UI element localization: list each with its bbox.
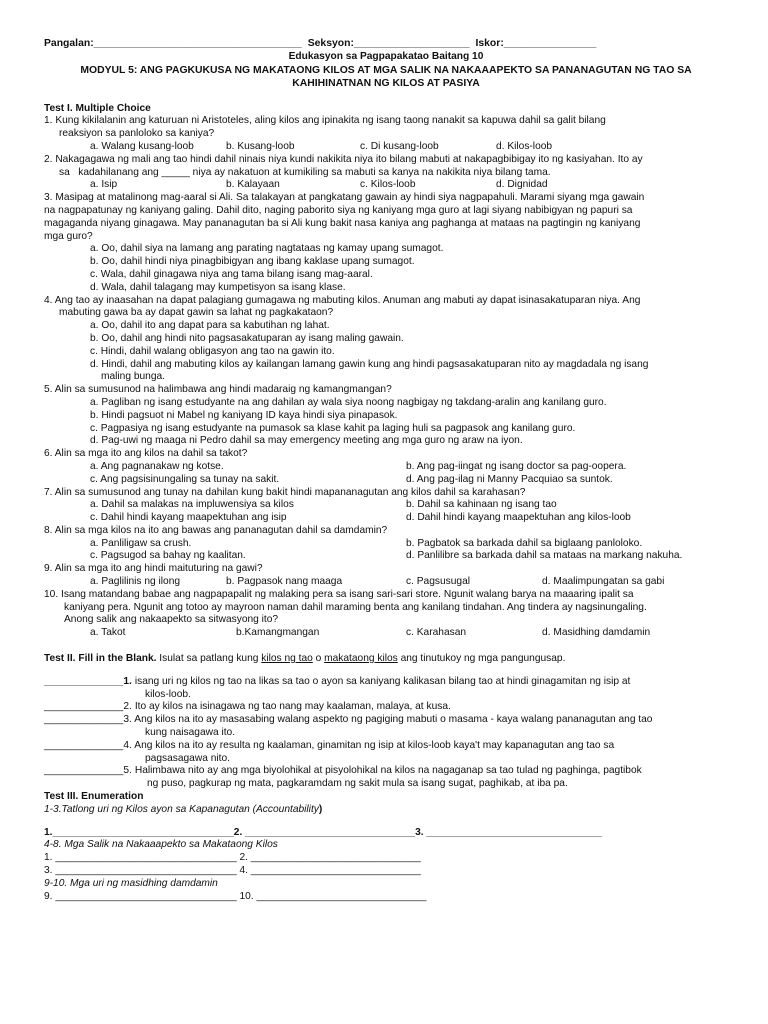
option-b[interactable]: b. Hindi pagsuot ni Mabel ng kaniyang ID kaya hindi siya pinapasok. [90, 409, 398, 421]
question-3-line-4: mga guro? [44, 230, 93, 242]
subject-title: Edukasyon sa Pagpapakatao Baitang 10 [288, 50, 484, 62]
question-6 [44, 448, 728, 486]
question-1-text-cont: reaksiyon sa panloloko sa kaniya? [59, 128, 215, 140]
question-1-options [44, 141, 728, 154]
answer-blank-2[interactable]: ______________2. [44, 701, 132, 713]
question-10-text-cont2: Anong salik ang nakaapekto sa sitwasyong ito? [64, 614, 279, 626]
option-a[interactable]: a. Walang kusang-loob [90, 140, 194, 152]
option-b[interactable]: b. Kalayaan [226, 179, 280, 191]
question-2-text: 2. Nakagagawa ng mali ang tao hindi dahil ninais niya kundi nakikita niya ito bilang mabuti at nakapagbibigay ito ng kasiyahan. Ito ay [44, 153, 643, 165]
option-a[interactable]: a. Panliligaw sa crush. [90, 537, 192, 549]
item-5-text: Halimbawa nito ay ang mga biyolohikal at pisyolohikal na kilos na nagaganap sa tao tulad ng paghinga, pagtibok [132, 765, 642, 777]
item-5-text-cont: ng puso, pagkurap ng mata, pagkaramdam ng sakit mula sa isang sugat, paghikab, at iba pa. [147, 778, 568, 790]
option-d[interactable]: d. Maalimpungatan sa gabi [542, 576, 665, 588]
enum-answers-3-4[interactable]: 3. ________________________________ 4. ______________________________ [44, 865, 421, 877]
question-3-line-2: na nagpapatunay ng kaniyang galing. Dahil dito, naging paborito siya ng kaniyang mga guro at lagi siyang nabibigyan ng papuri sa [44, 204, 633, 216]
enum-subheading-1-close: ) [318, 803, 323, 815]
option-a[interactable]: a. Pagliban ng isang estudyante na ang dahilan ay wala siya noong nagbigay ng takdang-aralin ang kanilang guro. [90, 396, 607, 408]
option-b[interactable]: b. Ang pag-iingat ng isang doctor sa pag-oopera. [406, 460, 627, 472]
term-kilos-ng-tao: kilos ng tao [261, 653, 313, 665]
option-d-line-2: maling bunga. [101, 371, 166, 383]
question-6-text: 6. Alin sa mga ito ang kilos na dahil sa takot? [44, 448, 248, 460]
question-7 [44, 487, 728, 525]
answer-blank-4[interactable]: ______________4. [44, 739, 132, 751]
question-5 [44, 384, 728, 448]
question-2-text-cont: sa kadahilanang ang _____ niya ay nakatuon at kumikiling sa mabuti sa kanya na nakikita niya bilang tama. [59, 166, 551, 178]
item-3-text-cont: kung naisagawa ito. [145, 727, 236, 739]
item-1-text-cont: kilos-loob. [145, 688, 191, 700]
name-field[interactable]: Pangalan:____________________________________ [44, 38, 302, 49]
option-a[interactable]: a. Ang pagnanakaw ng kotse. [90, 460, 224, 472]
test2-instr-part1: Isulat sa patlang kung [156, 653, 262, 665]
test1-title: Test I. Multiple Choice [44, 102, 151, 114]
option-a[interactable]: a. Dahil sa malakas na impluwensiya sa kilos [90, 499, 294, 511]
option-b[interactable]: b. Oo, dahil ang hindi nito pagsasakatuparan ay isang maling gawain. [90, 332, 404, 344]
question-2 [44, 154, 728, 192]
question-6-options [44, 461, 728, 487]
option-d[interactable]: d. Wala, dahil talagang may kumpetisyon sa isang klase. [90, 281, 346, 293]
enum-answers-9-10[interactable]: 9. ________________________________ 10. ______________________________ [44, 890, 427, 902]
option-c[interactable]: c. Kilos-loob [360, 179, 416, 191]
option-a[interactable]: a. Isip [90, 179, 118, 191]
option-c[interactable]: c. Wala, dahil ginagawa niya ang tama bilang isang mag-aaral. [90, 268, 373, 280]
option-c[interactable]: c. Pagpasiya ng isang estudyante na pumasok sa klase kahit pa laging huli sa pagpasok ang kanilang guro. [90, 422, 576, 434]
question-9 [44, 563, 728, 589]
test2-instr-part3: ang tinutukoy ng mga pangungusap. [397, 653, 566, 665]
module-title: MODYUL 5: ANG PAGKUKUSA NG MAKATAONG KILOS AT MGA SALIK NA NAKAAAPEKTO SA PANANAGUTAN NG TAO SA KAHIHINATNAN NG KILOS AT PASIYA [80, 64, 692, 89]
option-b[interactable]: b. Pagpasok nang maaga [226, 576, 343, 588]
fill-blank-item-1 [44, 676, 728, 702]
term-makataong-kilos: makataong kilos [324, 653, 398, 665]
option-b[interactable]: b. Dahil sa kahinaan ng isang tao [406, 499, 557, 511]
answer-blank-1[interactable]: ______________1. [44, 675, 132, 687]
item-3-text: Ang kilos na ito ay masasabing walang aspekto ng pagiging mabuti o masama - kaya walang pananagutan ang tao [132, 714, 653, 726]
option-c[interactable]: c. Ang pagsisinungaling sa tunay na sakit. [90, 473, 280, 485]
question-4-text-cont: mabuting gawa ba ay dapat gawin sa lahat ng pagkakataon? [59, 307, 334, 319]
option-d[interactable]: d. Panlilibre sa barkada dahil sa mataas na markang nakuha. [406, 550, 683, 562]
option-d[interactable]: d. Masidhing damdamin [542, 627, 651, 639]
question-9-text: 9. Alin sa mga ito ang hindi maituturing na gawi? [44, 563, 263, 575]
enum-subheading-1-text: 1-3.Tatlong uri ng Kilos ayon sa Kapanagutan (Accountability [44, 803, 319, 815]
option-c[interactable]: c. Dahil hindi kayang maapektuhan ang isip [90, 512, 287, 524]
option-d[interactable] [44, 359, 728, 385]
question-9-options [44, 576, 728, 589]
answer-blank-5[interactable]: ______________5. [44, 765, 132, 777]
question-1-text: 1. Kung kikilalanin ang katuruan ni Aristoteles, aling kilos ang ipinakita ng isang taong nanakit sa kapuwa dahil sa galit bilang [44, 115, 606, 127]
enum-subheading-3: 9-10. Mga uri ng masidhing damdamin [44, 877, 218, 889]
question-4-text: 4. Ang tao ay inaasahan na dapat palagiang gumagawa ng mabuting kilos. Anuman ang mabuti ay dapat isinasakatuparan niya. Ang [44, 294, 641, 306]
question-4 [44, 295, 728, 385]
question-3-line-3: magaganda niyang ginagawa. May pananagutan ba si Ali kung bakit nasa kaniya ang paghanga at mataas na pagtingin ng kaniyang [44, 217, 641, 229]
question-8 [44, 525, 728, 563]
question-10 [44, 589, 728, 640]
enum-subheading-1 [44, 804, 728, 817]
question-3 [44, 192, 728, 294]
question-3-line-1: 3. Masipag at matalinong mag-aaral si Ali. Sa talakayan at pangkatang gawain ay hindi siya nagpapahuli. Marami siyang mga gawain [44, 192, 645, 204]
header-fields [44, 38, 728, 51]
question-8-text: 8. Alin sa mga kilos na ito ang bawas ang pananagutan dahil sa damdamin? [44, 524, 388, 536]
question-10-text-cont: kaniyang pera. Ngunit ang totoo ay mayroon naman dahil maraming benta ang kanilang tindahan. Ang tindera ay nagsinungaling. [64, 601, 647, 613]
option-d[interactable]: d. Kilos-loob [496, 140, 553, 152]
option-b[interactable]: b. Oo, dahil hindi niya pinagbibigyan ang ibang kaklase upang sumagot. [90, 256, 415, 268]
item-2-text: Ito ay kilos na isinagawa ng tao nang may kaalaman, malaya, at kusa. [132, 701, 451, 713]
test2-instr-part2: o [312, 653, 325, 665]
option-d[interactable]: d. Pag-uwi ng maaga ni Pedro dahil sa may emergency meeting ang mga guro ng araw na iyon. [90, 435, 523, 447]
section-field[interactable]: Seksyon:____________________ [307, 38, 470, 49]
fill-blank-item-4 [44, 740, 728, 766]
test2-title: Test II. Fill in the Blank. [44, 653, 157, 665]
option-a[interactable]: a. Paglilinis ng ilong [90, 576, 181, 588]
option-c[interactable]: c. Pagsusugal [406, 576, 470, 588]
question-5-text: 5. Alin sa sumusunod na halimbawa ang hindi madaraig ng kamangmangan? [44, 384, 392, 396]
option-c[interactable]: c. Pagsugod sa bahay ng kaalitan. [90, 550, 246, 562]
fill-blank-item-2 [44, 701, 728, 714]
option-d[interactable]: d. Ang pag-ilag ni Manny Pacquiao sa suntok. [406, 473, 613, 485]
score-field[interactable]: Iskor:________________ [475, 38, 597, 49]
question-2-options [44, 179, 728, 192]
question-7-text: 7. Alin sa sumusunod ang tunay na dahilan kung bakit hindi mapananagutan ang kilos dahil sa karahasan? [44, 486, 526, 498]
question-1 [44, 115, 728, 153]
option-d[interactable]: d. Dignidad [496, 179, 548, 191]
option-d-line-1: d. Hindi, dahil ang mabuting kilos ay kailangan lamang gawin kung ang hindi pagsasakatuparan nito ay magdadala ng isang [90, 358, 649, 370]
enum-answers-1-2[interactable]: 1. ________________________________ 2. ______________________________ [44, 852, 421, 864]
option-b[interactable]: b.Kamangmangan [236, 627, 320, 639]
test2-instructions [44, 653, 728, 666]
option-c[interactable]: c. Karahasan [406, 627, 467, 639]
question-8-options [44, 538, 728, 564]
option-c[interactable]: c. Hindi, dahil walang obligasyon ang tao na gawin ito. [90, 345, 335, 357]
option-b[interactable]: b. Pagbatok sa barkada dahil sa biglaang panloloko. [406, 537, 643, 549]
option-a[interactable]: a. Oo, dahil ito ang dapat para sa kabutihan ng lahat. [90, 320, 330, 332]
test3-title: Test III. Enumeration [44, 791, 144, 803]
question-7-options [44, 499, 728, 525]
option-a[interactable]: a. Oo, dahil siya na lamang ang parating nagtataas ng kamay upang sumagot. [90, 243, 444, 255]
fill-blank-item-5 [44, 765, 728, 791]
enum-subheading-2: 4-8. Mga Salik na Nakaaapekto sa Makataong Kilos [44, 839, 278, 851]
fill-blank-item-3 [44, 714, 728, 740]
item-1-text: isang uri ng kilos ng tao na likas sa tao o ayon sa kaniyang kalikasan bilang tao at hindi ginagamitan ng isip at [132, 675, 631, 687]
option-c[interactable]: c. Di kusang-loob [360, 140, 439, 152]
option-a[interactable]: a. Takot [90, 627, 126, 639]
question-10-text: 10. Isang matandang babae ang nagpapapalit ng malaking pera sa isang sari-sari store. Ngunit walang barya na maaaring ipalit sa [44, 588, 634, 600]
question-10-options [44, 627, 728, 640]
item-4-text: Ang kilos na ito ay resulta ng kaalaman, ginamitan ng isip at kilos-loob kaya't may kapanagutan ang tao sa [132, 739, 615, 751]
option-d[interactable]: d. Dahil hindi kayang maapektuhan ang kilos-loob [406, 512, 631, 524]
item-4-text-cont: pagsasagawa nito. [145, 752, 230, 764]
option-b[interactable]: b. Kusang-loob [226, 140, 295, 152]
answer-blank-3[interactable]: ______________3. [44, 714, 132, 726]
enum-answers-1-3[interactable]: 1.________________________________2. ______________________________3. _______________________________ [44, 826, 603, 838]
